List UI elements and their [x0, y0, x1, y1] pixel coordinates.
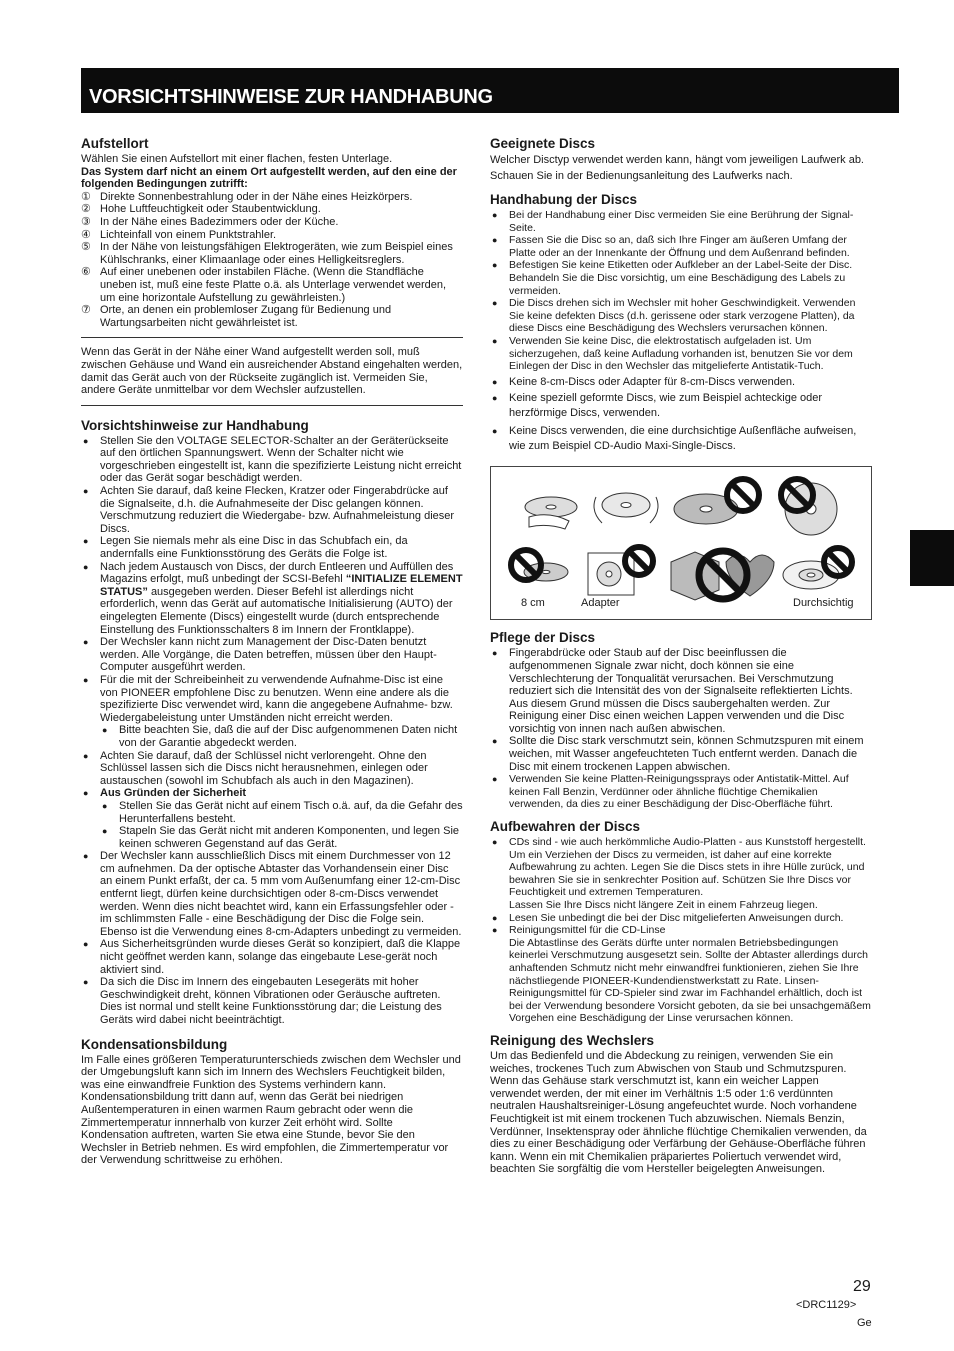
label-durchsichtig: Durchsichtig: [793, 597, 854, 610]
kondensation-text: Im Falle eines größeren Temperaturunterschieds zwischen dem Wechsler und der Umgebungsluft kann sich im Innern des Wechslers Feuchtigkeit bilden, was eine einwandfreie Funktion des Systems verhindern kann. Kondensationsbildung tritt dann auf, wenn das Gerät bei niedrigen Außentemperaturen in einen warmen Raum gebracht oder wenn die Zimmertemperatur innnerhalb von kurzer Zeit erhöht wird. Sollte Kondensation auftreten, warten Sie etwa eine Stunde, bevor Sie den Wechsler in Betrieb nehmen. Es wird empfohlen, die Zimmertemperatur vor der Verwendung schrittweise zu erhöhen.: [81, 1053, 461, 1167]
list-item: [81, 241, 463, 266]
right-column: [490, 136, 872, 1176]
item-text: Nach jedem Austausch von Discs, der durch Entleeren und Auffüllen des Magazins erfolgt, muß unbedingt der SCSI-Befehl: [100, 560, 454, 586]
item-text: Reinigungsmittel für die CD-Linse: [509, 924, 666, 937]
list-item: ● Stellen Sie das Gerät nicht auf einem Tisch o.ä. auf, da die Gefahr des Herunterfallens besteht.: [100, 800, 463, 825]
divider: [81, 337, 463, 338]
pflege-list: [490, 647, 872, 811]
sub-list: [100, 800, 463, 850]
aufbewahren-heading: Aufbewahren der Discs: [490, 819, 641, 835]
label-adapter: Adapter: [581, 597, 620, 610]
transparent-disc-prohibited-icon: [783, 548, 852, 589]
list-item: ● Stapeln Sie das Gerät nicht mit anderen Komponenten, und legen Sie keinen schweren Gegenstand auf das Gerät.: [100, 825, 463, 850]
item-text: Direkte Sonnenbestrahlung oder in der Nähe eines Heizkörpers.: [100, 190, 413, 203]
pflege-heading: Pflege der Discs: [490, 630, 596, 646]
left-column: [81, 136, 463, 1167]
list-item: ● Achten Sie darauf, daß keine Flecken, Kratzer oder Fingerabdrücke auf die Signalseite, d.h. die Aufnahmeseite der Disc gelangen können. Verschmutzung reduziert die Wiedergabe- bzw. Aufnahmeleistung dieser Discs.: [81, 485, 463, 535]
list-item: [490, 836, 872, 912]
item-number: ⑥: [81, 266, 91, 279]
list-item: [81, 674, 463, 750]
disc-handling-figure: [490, 466, 872, 620]
list-item: [81, 304, 463, 329]
list-item: [81, 191, 463, 204]
list-item: [81, 216, 463, 229]
section-tab: [910, 530, 954, 586]
list-item: [81, 787, 463, 850]
list-item: ● Bitte beachten Sie, daß die auf der Disc aufgenommenen Daten nicht von der Garantie abgedeckt werden.: [100, 724, 463, 749]
item-number: ③: [81, 215, 91, 228]
list-item: ● Keine 8-cm-Discs oder Adapter für 8-cm-Discs verwenden.: [490, 376, 872, 389]
aufstellort-bold-intro: Das System darf nicht an einem Ort aufgestellt werden, auf den eine der folgenden Bedingungen zutrifft:: [81, 165, 457, 191]
aufstellort-heading: Aufstellort: [81, 136, 149, 151]
item-number: ①: [81, 190, 91, 203]
scsi-command: “INITIALIZE ELEMENT STATUS”: [100, 573, 463, 598]
item-text: ausgegeben werden. Dieser Befehl ist allerdings nicht erforderlich, wenn das Gerät auf automatische Initialisierung (AUTO) der eingelegten Elemente (Discs) eingestellt wurde (durch entsprechende Einstellung des Funktionsschalters 8 im Innern der Frontklappe).: [100, 585, 453, 636]
list-item: ● Der Wechsler kann nicht zum Management der Disc-Daten benutzt werden. Alle Vorgänge, die Daten betreffen, müssen über den Haupt-Computer ausgeführt werden.: [81, 636, 463, 674]
item-text: Hohe Luftfeuchtigkeit oder Staubentwicklung.: [100, 203, 321, 216]
geeignete-text: Welcher Disctyp verwendet werden kann, hängt vom jeweiligen Laufwerk ab. Schauen Sie in der Bedienungsanleitung des Laufwerks nach.: [490, 154, 864, 182]
item-text: Aus Gründen der Sicherheit: [100, 787, 247, 800]
list-item: ● Keine speziell geformte Discs, wie zum Beispiel achteckige oder herzförmige Discs, verwenden.: [490, 391, 872, 421]
list-item: [490, 924, 872, 1025]
list-item: [81, 266, 463, 304]
8cm-disc-prohibited-icon: [511, 550, 568, 581]
adapter-prohibited-icon: [588, 547, 653, 595]
list-item: [81, 203, 463, 216]
item-text: In der Nähe von leistungsfähigen Elektrogeräten, wie zum Beispiel eines Kühlschranks, einer Klimaanlage oder eines Helligkeitsreglers.: [100, 241, 453, 266]
item-text: CDs sind - wie auch herkömmliche Audio-Platten - aus Kunststoff hergestellt. Um ein Verziehen der Discs zu vermeiden, ist daher auf eine korrekte Aufbewahrung zu achten. Legen Sie die Discs stets in ihre Hülle zurück, und bewahren Sie sie in senkrechter Position auf. Schützen Sie Ihre Discs vor Feuchtigkeit und extremen Temperaturen.: [509, 836, 866, 899]
kondensation-heading: Kondensationsbildung: [81, 1036, 228, 1052]
handhabung-discs-heading: Handhabung der Discs: [490, 192, 638, 207]
model-code: <DRC1129>: [796, 1299, 857, 1311]
item-text: Aus diesem Grund müssen die Discs saubergehalten werden. Zur Reinigung einer Disc einen weichen Lappen verwenden und die Disc vorsichtig von innen nach außen abwischen.: [509, 697, 845, 735]
reinigung-heading: Reinigung des Wechslers: [490, 1032, 655, 1048]
spacer: [81, 1027, 463, 1037]
list-item: ● Sollte die Disc stark verschmutzt sein, können Schmutzspuren mit einem weichen, mit Wasser angefeuchteten Tuch entfernt werden. Danach die Disc mit einem trockenen Lappen abwischen.: [490, 735, 872, 773]
spacer: [490, 184, 872, 192]
handhabung-list: [81, 435, 463, 1027]
wall-note: Wenn das Gerät in der Nähe einer Wand aufgestellt werden soll, muß zwischen Gehäuse und Wand ein ausreichender Abstand eingehalten werden, damit das Gerät auch von der Rückseite zugänglich ist. Vermeiden Sie, andere Geräte unmittelbar vor dem Wechsler aufzustellen.: [81, 346, 463, 397]
list-item: ● Die Discs drehen sich im Wechsler mit hoher Geschwindigkeit. Verwenden Sie keine defekten Discs (d.h. gerissene oder stark verzogene Platten), da diese Discs eine Beschädigung des Wechslers verursachen können.: [490, 297, 872, 335]
divider: [81, 405, 463, 406]
aufstellort-intro: Wählen Sie einen Aufstellort mit einer flachen, festen Unterlage.: [81, 153, 393, 165]
item-number: ②: [81, 203, 91, 216]
aufbewahren-list: [490, 836, 872, 1025]
geeignete-heading: Geeignete Discs: [490, 136, 596, 151]
page-title: VORSICHTSHINWEISE ZUR HANDHABUNG: [81, 68, 899, 113]
hand-holding-disc-icon: [525, 497, 577, 529]
list-item: ● Fassen Sie die Disc so an, daß sich Ihre Finger am äußeren Umfang der Platte oder an der Innenkante der Öffnung und dem Außenrand befinden.: [490, 234, 872, 259]
reinigung-text: Um das Bedienfeld und die Abdeckung zu reinigen, verwenden Sie ein weiches, trockenes Tuch zum Abwischen von Staub und Schmutzspuren. Wenn das Gehäuse stark verschmutzt ist, kann ein weicher Lappen verwendet werden, der mit einer im Verhältnis 1:5 oder 1:6 verdünnten neutralen Haushaltsreiniger-Lösung angefeuchtet wurde. Noch vorhandene Feuchtigkeit ist mit einem trockenen Tuch abzuwischen. Niemals Benzin, Verdünner, Insektenspray oder ähnliche flüchtige Chemikalien verwenden, da dies zu einer Beschädigung oder Verfärbung der Gehäuse-Oberfläche führen kann. Wenn ein mit Chemikalien präpariertes Poliertuch verwendet wird, beachten Sie sorgfältig die vom Hersteller beigelegten Anweisungen.: [490, 1049, 867, 1176]
cracked-disc-prohibited-icon: [781, 479, 837, 535]
list-item: ● Aus Sicherheitsgründen wurde dieses Gerät so konzipiert, daß die Klappe nicht geöffnet werden kann, solange das eingebaute Lese-gerät noch aktiviert sind.: [81, 938, 463, 976]
list-item: ● Der Wechsler kann ausschließlich Discs mit einem Durchmesser von 12 cm aufnehmen. Da der optische Abtaster das Vorhandensein einer Disc an einem Punkt erfaßt, der ca. 5 mm vom Außenumfang einer 12-cm-Disc entfernt liegt, dürfen keine durchsichtigen oder 8-cm-Discs verwendet werden. Wenn dies nicht beachtet wird, kann ein Erfassungsfehler oder - im schlimmsten Falle - eine Beschädigung der Disc die Folge sein. Ebenso ist die Verwendung eines 8-cm-Adapters unbedingt zu vermeiden.: [81, 850, 463, 938]
item-number: ⑤: [81, 241, 91, 254]
list-item: ● Verwenden Sie keine Disc, die elektrostatisch aufgeladen ist. Um sicherzugehen, daß keine Aufladung vorhanden ist, benutzen Sie vor dem Einlegen der Disc in den Wechsler das mitgelieferte Antistatik-Tuch.: [490, 335, 872, 373]
item-text: Die Abtastlinse des Geräts dürfte unter normalen Betriebsbedingungen keinerlei Verschmutzung ausgesetzt sein. Sollte der Abtaster allerdings durch anhaftenden Schmutz nicht mehr einwandfrei funktionieren, ziehen Sie Ihre nächstliegende PIONEER-Kundendienstwerkstatt zu Rate. Linsen-Reinigungsmittel für CD-Spieler sind zwar im Fachhandel erhältlich, doch ist bei der Verwendung besondere Vorsicht geboten, da sie bei unsachgemäßem Vorgehen eine Beschädigung der Linse verursachen können.: [509, 936, 871, 1025]
list-item: ● Verwenden Sie keine Platten-Reinigungssprays oder Antistatik-Mittel. Auf keinen Fall Benzin, Verdünner oder ähnliche flüchtige Chemikalien verwenden, da dies zu einer Beschädigung der Disc-Oberfläche führt.: [490, 773, 872, 811]
handhabung-heading: Vorsichtshinweise zur Handhabung: [81, 417, 309, 433]
item-number: ⑦: [81, 304, 91, 317]
two-hands-disc-icon: [594, 493, 658, 523]
page-number: 29: [853, 1278, 871, 1295]
item-text: In der Nähe eines Badezimmers oder der Küche.: [100, 215, 339, 228]
shaped-disc-prohibited-icon: [671, 551, 774, 600]
language-code: Ge: [857, 1317, 872, 1329]
list-item: ● Legen Sie niemals mehr als eine Disc in das Schubfach ein, da andernfalls eine Funktionsstörung des Geräts die Folge ist.: [81, 535, 463, 560]
list-item: ● Keine Discs verwenden, die eine durchsichtige Außenfläche aufweisen, wie zum Beispiel CD-Audio Maxi-Single-Discs.: [490, 424, 872, 454]
list-item: ● Stellen Sie den VOLTAGE SELECTOR-Schalter an der Geräterückseite auf den örtlichen Spannungswert. Wenn der Schalter nicht wie vorgeschrieben eingestellt ist, kann die spezifizierte Leistung nicht erreicht oder das Gerät sogar beschädigt werden.: [81, 435, 463, 485]
item-text: Für die mit der Schreibeinheit zu verwendende Aufnahme-Disc ist eine von PIONEER empfohlene Disc zu benutzen. Wenn eine andere als die spezifizierte Disc verwendet wird, kann die angegebene Aufnahme- bzw. Wiedergabeleistung unter Umständen nicht erreicht werden.: [100, 673, 453, 724]
handhabung-discs-list: [490, 209, 872, 454]
list-item: ● Befestigen Sie keine Etiketten oder Aufkleber an der Label-Seite der Disc. Behandeln Sie die Disc vorsichtig, um eine Beschädigung des Labels zu vermeiden.: [490, 259, 872, 297]
item-text: Lassen Sie Ihre Discs nicht längere Zeit in einem Fahrzeug liegen.: [509, 899, 818, 911]
list-item: ● Achten Sie darauf, daß der Schlüssel nicht verlorengeht. Ohne den Schlüssel lassen sich die Discs nicht herausnehmen, einlegen oder austauschen (sowohl im Schubfach als auch in den Magazinen).: [81, 750, 463, 788]
label-disc-prohibited-icon: [674, 479, 759, 524]
item-text: Lichteinfall von einem Punktstrahler.: [100, 228, 277, 241]
list-item: ● Da sich die Disc im Innern des eingebauten Lesegeräts mit hoher Geschwindigkeit dreht, können Vibrationen oder Geräusche auftreten. Dies ist normal und stellt keine Funktionsstörung dar; die Leistung des Geräts wird dabei nicht beeinträchtigt.: [81, 976, 463, 1026]
item-text: Auf einer unebenen oder instabilen Fläche. (Wenn die Standfläche uneben ist, muß eine feste Platte o.ä. als Unterlage verwendet werden, um eine horizontale Aufstellung zu gewährleisten.): [100, 266, 447, 304]
spacer: [490, 1025, 872, 1033]
list-item: [490, 647, 872, 735]
sub-list: [100, 724, 463, 749]
item-text: Orte, an denen ein problemloser Zugang für Bedienung und Wartungsarbeiten nicht gewährleistet ist.: [100, 304, 392, 329]
list-item: ● Bei der Handhabung einer Disc vermeiden Sie eine Berührung der Signal-Seite.: [490, 209, 872, 234]
list-item: [81, 561, 463, 637]
label-8cm: 8 cm: [521, 597, 545, 610]
item-text: Fingerabdrücke oder Staub auf der Disc beeinflussen die aufgenommenen Signale zwar nicht, doch können sie eine Verschlechterung der Tonqualität verursachen. Bei Verschmutzung reduziert sich die Intensität des von der Signalseite reflektierten Lichts.: [509, 647, 853, 698]
spacer: [490, 811, 872, 819]
list-item: ● Lesen Sie unbedingt die bei der Disc mitgelieferten Anweisungen durch.: [490, 912, 872, 925]
item-number: ④: [81, 228, 91, 241]
list-item: [81, 229, 463, 242]
aufstellort-list: [81, 191, 463, 330]
